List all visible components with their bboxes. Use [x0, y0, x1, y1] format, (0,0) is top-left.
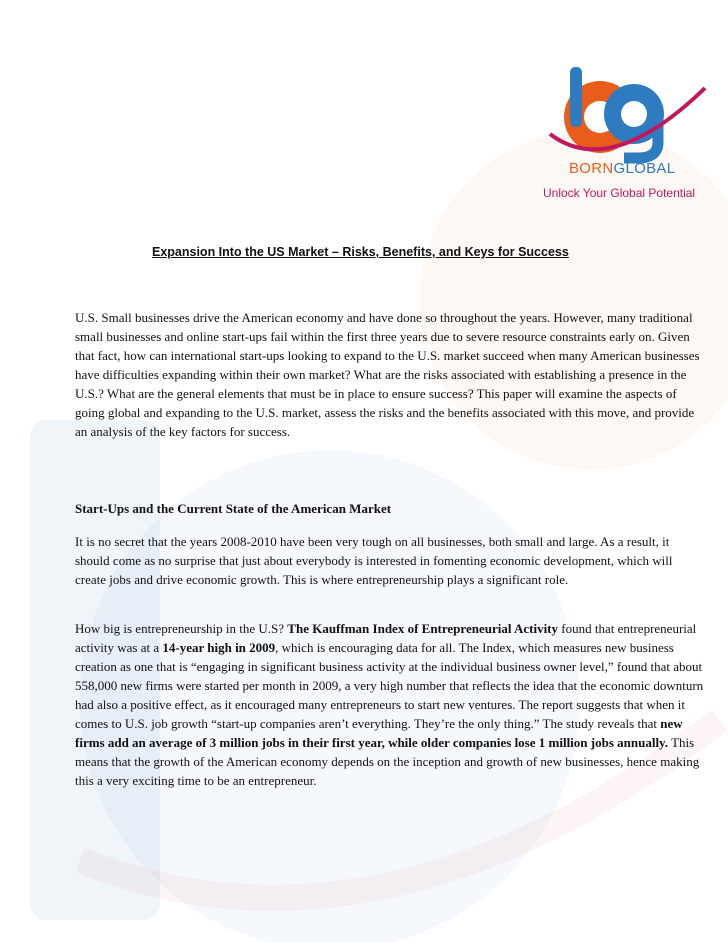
document-title: Expansion Into the US Market – Risks, Benefits, and Keys for Success — [152, 245, 569, 259]
paragraph-3-bold: 14-year high in 2009 — [162, 640, 276, 655]
paragraph-2: It is no secret that the years 2008-2010 have been very tough on all businesses, both small and large. As a result, it should come as no surprise that just about everybody is interested in fomenting economic development, which will create jobs and drive economic growth. This is where entrepreneurship plays a significant role. — [75, 534, 673, 587]
paragraph-3-bold: The Kauffman Index of Entrepreneurial Activity — [287, 621, 559, 636]
paragraph-3-text: found that entrepreneurial activity was at a — [75, 621, 697, 655]
paragraph-3-text: This means that the growth of the American economy depends on the inception and growth of new businesses, hence making this a very exciting time to be an entrepreneur. — [75, 735, 700, 788]
paragraph-3-bold: new firms add an average of 3 million jobs in their first year, while older companies lose 1 million jobs annually. — [75, 716, 683, 750]
section-heading: Start-Ups and the Current State of the American Market — [75, 501, 392, 516]
brand-tagline: Unlock Your Global Potential — [543, 186, 696, 200]
brand-name — [569, 160, 675, 177]
brand-part-born: BORN — [569, 160, 614, 177]
paragraph-3 — [75, 619, 705, 790]
brand-part-global: GLOBAL — [613, 160, 676, 177]
intro-paragraph: U.S. Small businesses drive the American economy and have done so throughout the years. However, many traditional small businesses and online start-ups fail within the first three years due to severe resource constraints early on. Given that fact, how can international start-ups looking to expand to the U.S. market succeed when many American businesses have difficulties expanding within their own market? What are the risks associated with establishing a presence in the U.S.? What are the general elements that must be in place to ensure success? This paper will examine the aspects of going global and expanding to the U.S. market, assess the risks and the benefits associated with this move, and provide an analysis of the key factors for success. — [75, 310, 700, 439]
paragraph-3-text: How big is entrepreneurship in the U.S? — [75, 621, 288, 636]
paragraph-3-text: , which is encouraging data for all. The Index, which measures new business creation as one that is “engaging in significant business activity at the individual business owner level,” found that about 558,000 new firms were started per month in 2009, a very high number that reflects the idea that the economic downturn had also a positive effect, as it encouraged many entrepreneurs to start new ventures. The report suggests that when it comes to U.S. job growth “start-up companies aren’t everything. They’re the only thing.” The study reveals that — [75, 640, 704, 731]
